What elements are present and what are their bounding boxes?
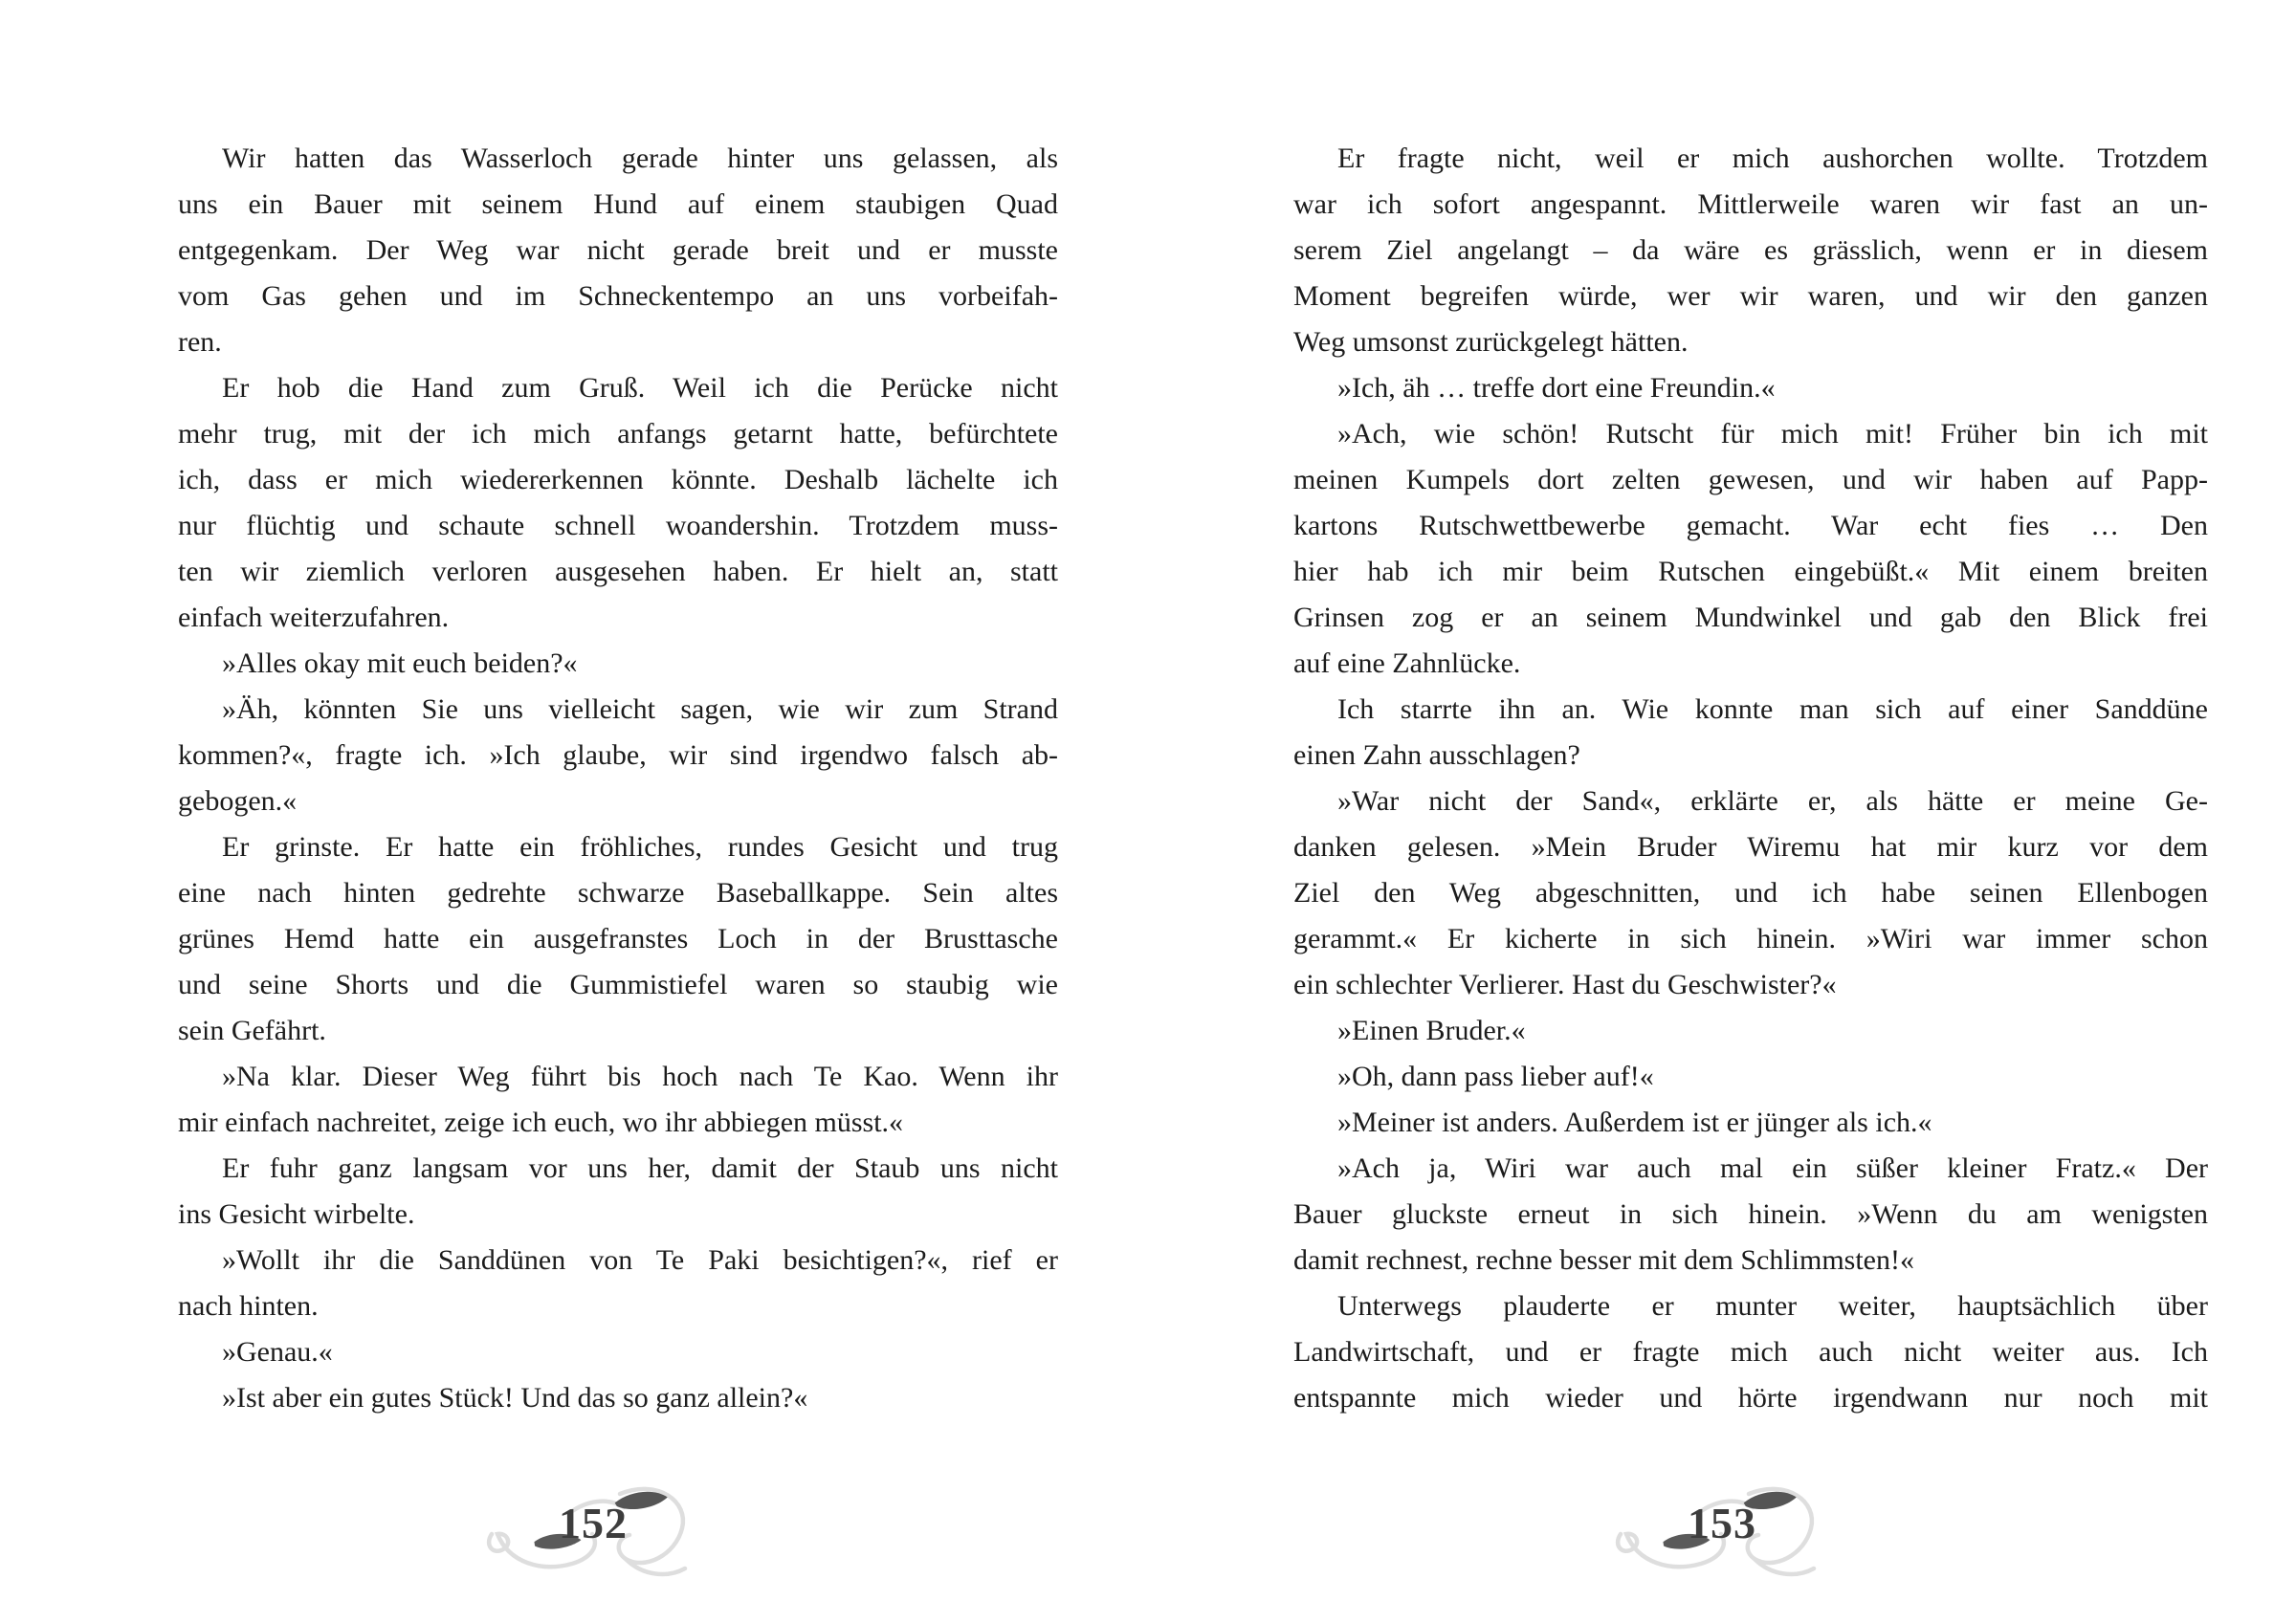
text-line: Unterwegs plauderte er munter weiter, hauptsächlich über xyxy=(1337,1290,2208,1322)
text-line: mir einfach nachreitet, zeige ich euch, wo ihr abbiegen müsst.« xyxy=(178,1107,904,1138)
text-line: kommen?«, fragte ich. »Ich glaube, wir sind irgendwo falsch ab- xyxy=(178,739,1058,771)
text-line: damit rechnest, rechne besser mit dem Schlimmsten!« xyxy=(1293,1244,1914,1276)
text-line: ten wir ziemlich verloren ausgesehen haben. Er hielt an, statt xyxy=(178,556,1058,587)
text-line: vom Gas gehen und im Schneckentempo an uns vorbeifah- xyxy=(178,280,1058,312)
text-line: Er fuhr ganz langsam vor uns her, damit der Staub uns nicht xyxy=(222,1152,1058,1184)
text-line: Er fragte nicht, weil er mich aushorchen wollte. Trotzdem xyxy=(1337,143,2208,174)
text-line: »Meiner ist anders. Außerdem ist er jünger als ich.« xyxy=(1337,1107,1932,1138)
text-line: ins Gesicht wirbelte. xyxy=(178,1198,415,1230)
text-line: grünes Hemd hatte ein ausgefranstes Loch in der Brusttasche xyxy=(178,923,1058,954)
text-line: »Ach ja, Wiri war auch mal ein süßer kleiner Fratz.« Der xyxy=(1337,1152,2208,1184)
text-line: meinen Kumpels dort zelten gewesen, und wir haben auf Papp- xyxy=(1293,464,2208,495)
text-line: Weg umsonst zurückgelegt hätten. xyxy=(1293,326,1689,358)
text-line: war ich sofort angespannt. Mittlerweile waren wir fast an un- xyxy=(1293,188,2208,220)
text-line: »War nicht der Sand«, erklärte er, als hätte er meine Ge- xyxy=(1337,785,2208,817)
text-line: Er grinste. Er hatte ein fröhliches, rundes Gesicht und trug xyxy=(222,831,1058,863)
text-line: »Ach, wie schön! Rutscht für mich mit! Früher bin ich mit xyxy=(1337,418,2208,450)
text-line: »Wollt ihr die Sanddünen von Te Paki besichtigen?«, rief er xyxy=(222,1244,1058,1276)
text-line: »Äh, könnten Sie uns vielleicht sagen, wie wir zum Strand xyxy=(222,693,1058,725)
text-line: »Einen Bruder.« xyxy=(1337,1015,1526,1046)
text-line: »Alles okay mit euch beiden?« xyxy=(222,647,578,679)
page-number: 153 xyxy=(1688,1499,1756,1547)
text-line: auf eine Zahnlücke. xyxy=(1293,647,1521,679)
text-line: ein schlechter Verlierer. Hast du Geschwister?« xyxy=(1293,969,1837,1000)
text-line: »Oh, dann pass lieber auf!« xyxy=(1337,1061,1654,1092)
text-line: hier hab ich mir beim Rutschen eingebüßt.« Mit einem breiten xyxy=(1293,556,2208,587)
text-line: ren. xyxy=(178,326,222,358)
text-line: nach hinten. xyxy=(178,1290,319,1322)
text-line: und seine Shorts und die Gummistiefel waren so staubig wie xyxy=(178,969,1058,1000)
text-line: Ich starrte ihn an. Wie konnte man sich auf einer Sanddüne xyxy=(1337,693,2208,725)
text-line: kartons Rutschwettbewerbe gemacht. War echt fies … Den xyxy=(1293,510,2208,541)
text-line: Ziel den Weg abgeschnitten, und ich habe seinen Ellenbogen xyxy=(1293,877,2208,909)
text-line: Moment begreifen würde, wer wir waren, und wir den ganzen xyxy=(1293,280,2208,312)
text-line: entgegenkam. Der Weg war nicht gerade breit und er musste xyxy=(178,234,1058,266)
page-number: 152 xyxy=(559,1499,628,1547)
page-ornament-graphic xyxy=(480,1473,710,1597)
text-line: mehr trug, mit der ich mich anfangs getarnt hatte, befürchtete xyxy=(178,418,1058,450)
text-line: ich, dass er mich wiedererkennen könnte. Deshalb lächelte ich xyxy=(178,464,1058,495)
text-line: eine nach hinten gedrehte schwarze Baseballkappe. Sein altes xyxy=(178,877,1058,909)
text-line: gerammt.« Er kicherte in sich hinein. »Wiri war immer schon xyxy=(1293,923,2208,954)
left-page-text xyxy=(178,136,1058,1421)
text-line: Grinsen zog er an seinem Mundwinkel und gab den Blick frei xyxy=(1293,602,2208,633)
page-ornament-left xyxy=(480,1473,710,1597)
text-line: sein Gefährt. xyxy=(178,1015,326,1046)
text-line: entspannte mich wieder und hörte irgendwann nur noch mit xyxy=(1293,1382,2208,1414)
page-ornament-graphic xyxy=(1609,1473,1839,1597)
text-line: »Ich, äh … treffe dort eine Freundin.« xyxy=(1337,372,1776,404)
text-line: Wir hatten das Wasserloch gerade hinter uns gelassen, als xyxy=(222,143,1058,174)
text-line: einen Zahn ausschlagen? xyxy=(1293,739,1580,771)
text-line: serem Ziel angelangt – da wäre es grässlich, wenn er in diesem xyxy=(1293,234,2208,266)
page-ornament-right xyxy=(1609,1473,1839,1597)
text-line: »Ist aber ein gutes Stück! Und das so ganz allein?« xyxy=(222,1382,808,1414)
right-page-text xyxy=(1293,136,2208,1421)
text-line: danken gelesen. »Mein Bruder Wiremu hat mir kurz vor dem xyxy=(1293,831,2208,863)
text-line: Er hob die Hand zum Gruß. Weil ich die Perücke nicht xyxy=(222,372,1058,404)
text-line: uns ein Bauer mit seinem Hund auf einem staubigen Quad xyxy=(178,188,1058,220)
text-line: Landwirtschaft, und er fragte mich auch nicht weiter aus. Ich xyxy=(1293,1336,2208,1368)
text-line: nur flüchtig und schaute schnell woandershin. Trotzdem muss- xyxy=(178,510,1058,541)
text-line: gebogen.« xyxy=(178,785,298,817)
text-line: einfach weiterzufahren. xyxy=(178,602,450,633)
text-line: Bauer gluckste erneut in sich hinein. »Wenn du am wenigsten xyxy=(1293,1198,2208,1230)
text-line: »Na klar. Dieser Weg führt bis hoch nach Te Kao. Wenn ihr xyxy=(222,1061,1058,1092)
text-line: »Genau.« xyxy=(222,1336,333,1368)
